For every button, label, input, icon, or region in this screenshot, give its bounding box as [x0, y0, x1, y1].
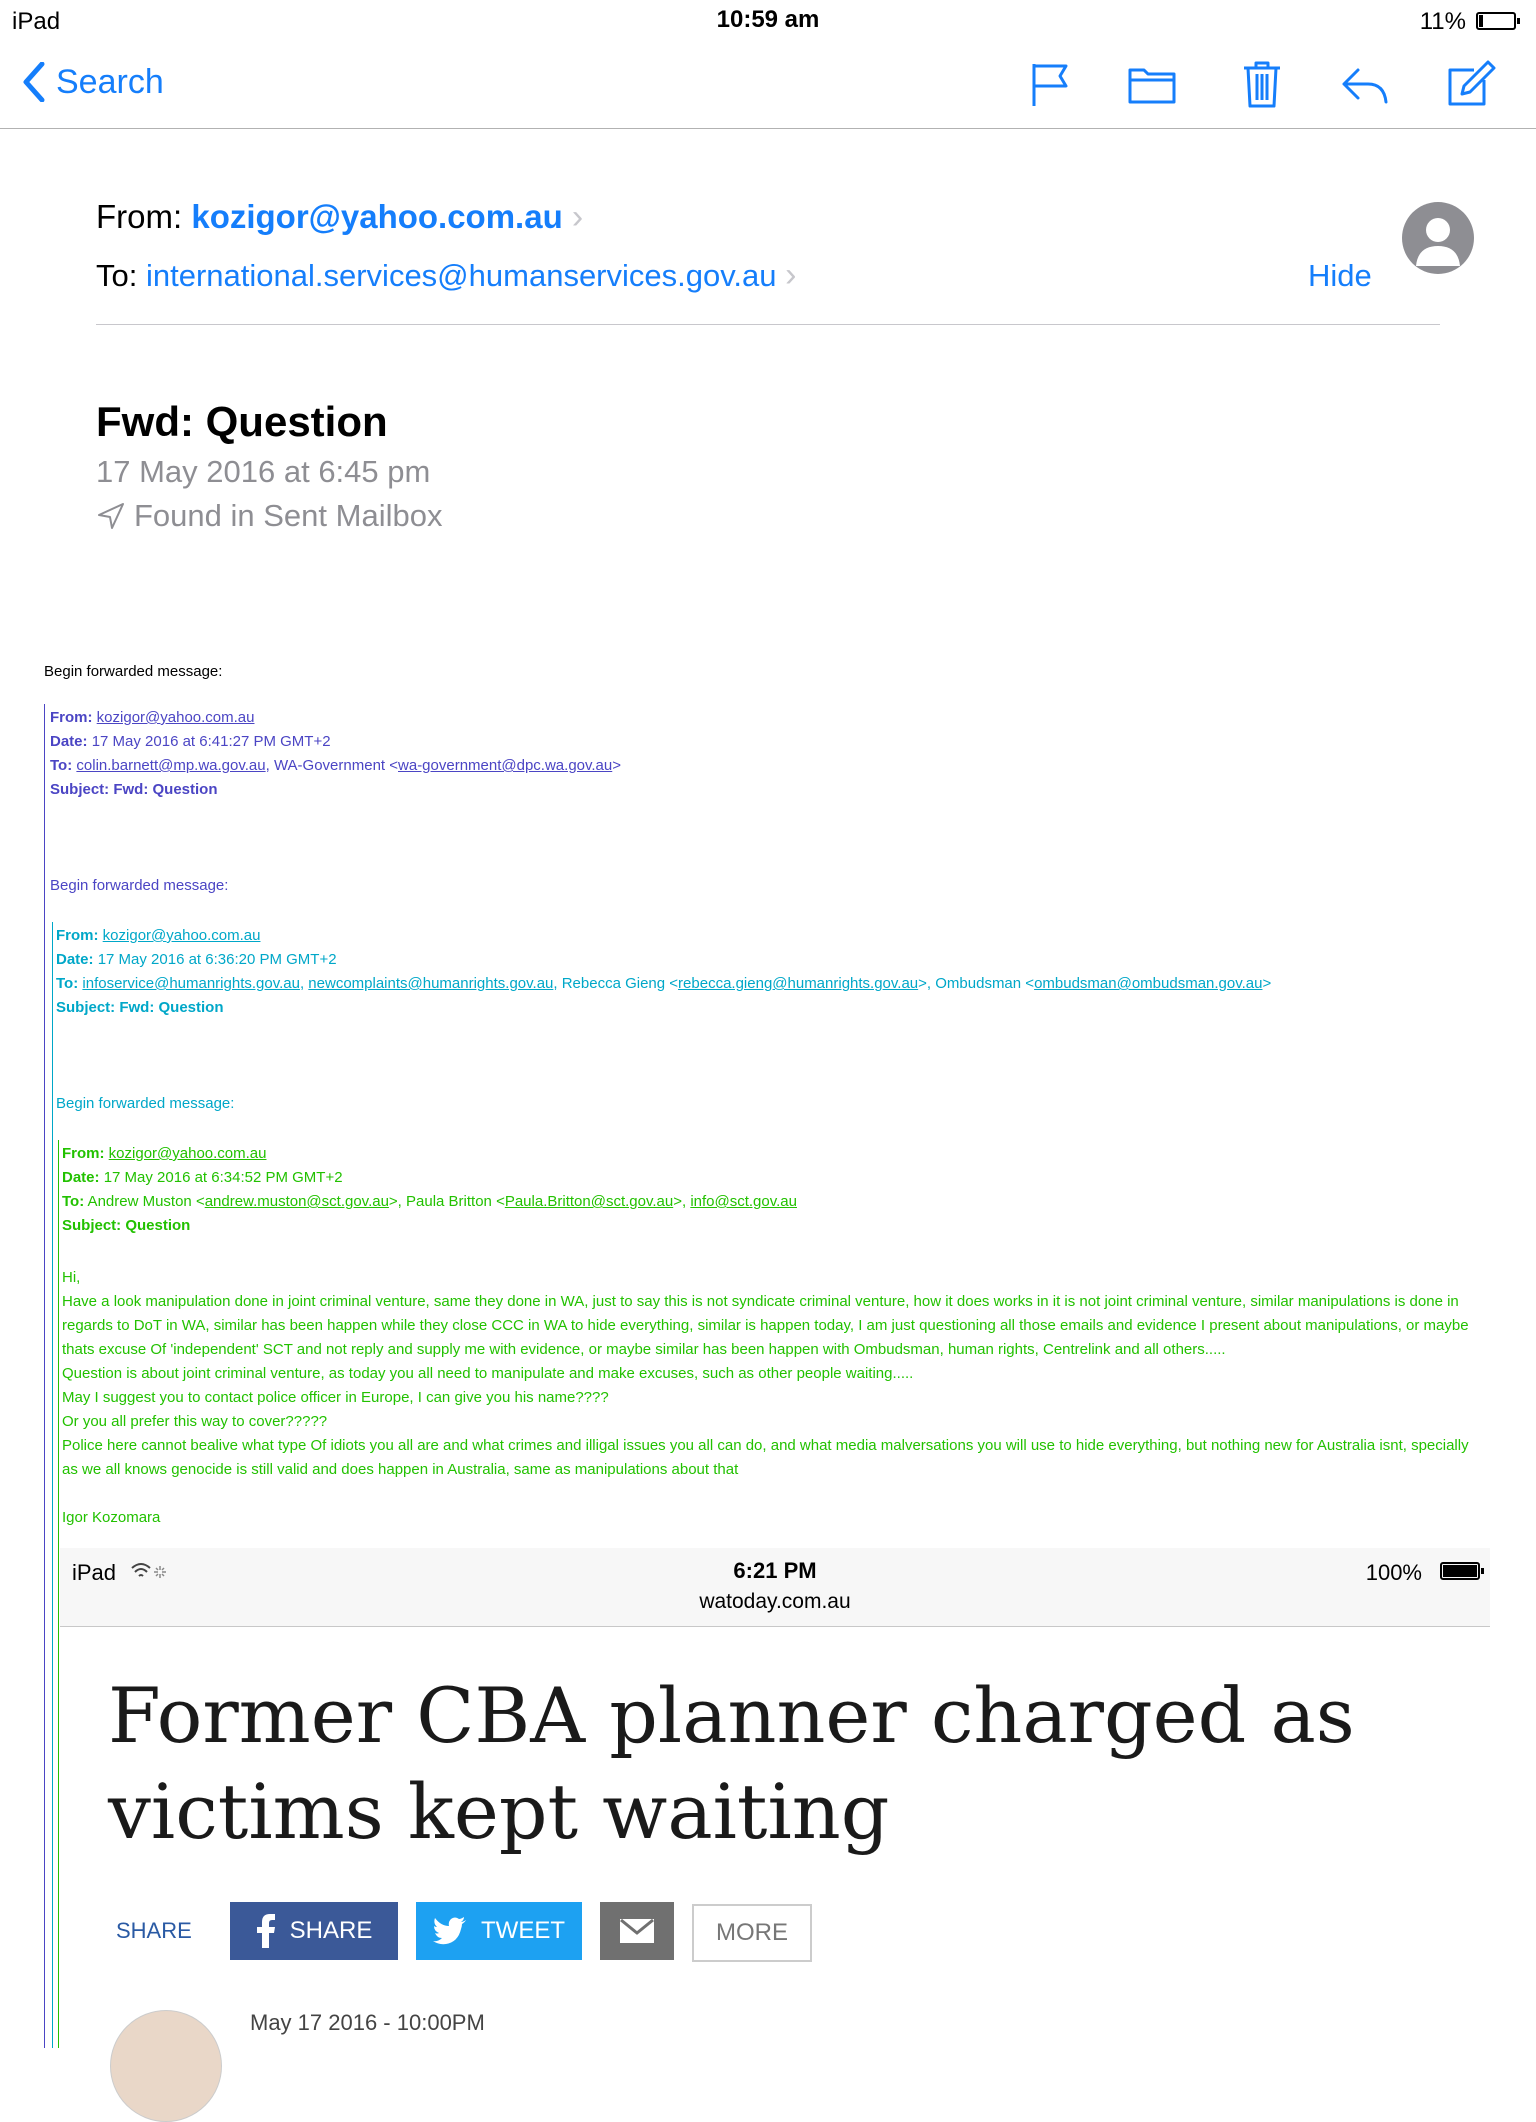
forward-level1	[50, 706, 621, 802]
author-avatar	[110, 2010, 222, 2122]
to-sep: >,	[673, 1193, 691, 1210]
facebook-share-button[interactable]	[230, 1902, 398, 1960]
body-line: May I suggest you to contact police officer in Europe, I can give you his name????	[62, 1389, 609, 1406]
paper-plane-icon	[96, 501, 126, 531]
from-link[interactable]: kozigor@yahoo.com.au	[102, 927, 261, 944]
avatar[interactable]	[1402, 202, 1474, 274]
from-label: From:	[56, 927, 99, 944]
battery-icon	[1476, 12, 1516, 30]
body-spacer	[62, 1482, 1482, 1506]
to-label: To:	[62, 1193, 85, 1210]
to-link[interactable]: info@sct.gov.au	[690, 1193, 797, 1210]
subject-line: Subject: Question	[62, 1217, 191, 1234]
header-separator	[96, 324, 1440, 325]
share-label: SHARE	[116, 1918, 192, 1943]
to-sep: ,	[299, 975, 309, 992]
article-date: May 17 2016 - 10:00PM	[250, 2010, 485, 2035]
more-share-label: MORE	[716, 1919, 788, 1946]
envelope-icon	[620, 1919, 654, 1943]
article-title: Former CBA planner charged as victims kept waiting	[108, 1671, 1355, 1856]
to-address[interactable]: international.services@humanservices.gov.au	[145, 258, 777, 293]
to-name: , WA-Government <	[265, 757, 399, 774]
to-link[interactable]: rebecca.gieng@humanrights.gov.au	[678, 975, 919, 992]
date-label: Date:	[56, 951, 94, 968]
to-name: >, Paula Britton <	[388, 1193, 505, 1210]
signature: Igor Kozomara	[62, 1509, 161, 1526]
mailbox-info	[96, 498, 442, 534]
to-link[interactable]: wa-government@dpc.wa.gov.au	[398, 757, 613, 774]
battery-percent: 11%	[1419, 8, 1466, 35]
to-link[interactable]: infoservice@humanrights.gov.au	[82, 975, 300, 992]
back-button[interactable]	[22, 62, 164, 102]
reply-icon[interactable]	[1338, 58, 1390, 110]
nav-bar	[0, 40, 1536, 129]
body-line: Hi,	[62, 1269, 81, 1286]
subject-line: Subject: Fwd: Question	[50, 781, 218, 798]
twitter-tweet-label: TWEET	[481, 1917, 565, 1944]
embedded-battery-icon	[1440, 1562, 1480, 1580]
trash-icon[interactable]	[1236, 58, 1288, 110]
embedded-battery-percent: 100%	[1365, 1560, 1422, 1585]
email-subject: Fwd: Question	[96, 398, 388, 445]
forward-intro-level1: Begin forwarded message:	[50, 877, 229, 894]
body-line: Or you all prefer this way to cover?????	[62, 1413, 328, 1430]
embedded-screenshot-status	[60, 1548, 1490, 1627]
twitter-icon	[433, 1917, 467, 1945]
date-value: 17 May 2016 at 6:36:20 PM GMT+2	[97, 951, 337, 968]
embedded-device: iPad	[72, 1560, 117, 1585]
to-name: , Rebecca Gieng <	[553, 975, 679, 992]
date-label: Date:	[50, 733, 88, 750]
body-paragraph: Police here cannot bealive what type Of idiots you all are and what crimes and illigal issues you all can do, and what media malversations you will use to hide everything, but nothing new for Australia isnt, specially as we all knows genocide is still valid and does happen in Australia, same as manipulations about that	[62, 1437, 1469, 1478]
quote-bar-level3	[58, 1140, 59, 2048]
from-link[interactable]: kozigor@yahoo.com.au	[96, 709, 255, 726]
twitter-tweet-button[interactable]	[416, 1902, 582, 1960]
device-name: iPad	[12, 8, 61, 35]
from-row	[96, 198, 583, 237]
person-icon	[1402, 202, 1474, 274]
to-name: Andrew Muston <	[84, 1193, 205, 1210]
from-label: From:	[96, 198, 183, 235]
status-time: 10:59 am	[716, 6, 820, 33]
to-label: To:	[50, 757, 73, 774]
to-link[interactable]: andrew.muston@sct.gov.au	[204, 1193, 389, 1210]
mailbox-text: Found in Sent Mailbox	[134, 498, 443, 533]
message-body	[62, 1266, 1482, 1530]
to-link[interactable]: ombudsman@ombudsman.gov.au	[1034, 975, 1263, 992]
body-line: Question is about joint criminal venture, as today you all need to manipulate and make excuses, such as other people waiting.....	[62, 1365, 914, 1382]
hide-button[interactable]: Hide	[1308, 258, 1372, 293]
to-row	[96, 256, 796, 295]
embedded-time: 6:21 PM	[733, 1558, 817, 1583]
embedded-url: watoday.com.au	[699, 1590, 851, 1613]
back-button-label: Search	[56, 62, 164, 101]
to-end: >	[612, 757, 622, 774]
chevron-right-icon: ›	[571, 198, 584, 236]
to-end: >	[1262, 975, 1272, 992]
forward-level2	[56, 924, 1271, 1020]
to-name: >, Ombudsman <	[918, 975, 1035, 992]
flag-icon[interactable]	[1024, 58, 1076, 110]
from-label: From:	[50, 709, 93, 726]
forward-intro: Begin forwarded message:	[44, 663, 223, 680]
chevron-right-icon: ›	[785, 256, 797, 294]
to-link[interactable]: newcomplaints@humanrights.gov.au	[308, 975, 554, 992]
email-share-button[interactable]	[600, 1902, 674, 1960]
to-label: To:	[56, 975, 79, 992]
date-value: 17 May 2016 at 6:41:27 PM GMT+2	[91, 733, 331, 750]
from-link[interactable]: kozigor@yahoo.com.au	[108, 1145, 267, 1162]
quote-bar-level2	[52, 922, 53, 2048]
folder-icon[interactable]	[1126, 58, 1178, 110]
to-link[interactable]: Paula.Britton@sct.gov.au	[504, 1193, 674, 1210]
date-label: Date:	[62, 1169, 100, 1186]
status-bar	[0, 0, 1536, 40]
body-paragraph: Have a look manipulation done in joint criminal venture, same they done in WA, just to say this is not syndicate criminal venture, how it does works in it is not joint criminal venture, similar manipulations is done in regards to DoT in WA, similar has been happen while they close CCC in WA to hide everything, similar is happen today, I am just questioning all those emails and evidence I present about manipulations, or maybe thats excuse Of 'independent' SCT and not reply and supply me with evidence, or maybe similar has been happen with Ombudsman, human rights, Centrelink and all others.....	[62, 1293, 1469, 1358]
from-address[interactable]: kozigor@yahoo.com.au	[191, 198, 563, 235]
facebook-icon	[256, 1914, 276, 1948]
email-date: 17 May 2016 at 6:45 pm	[96, 454, 431, 489]
subject-line: Subject: Fwd: Question	[56, 999, 224, 1016]
compose-icon[interactable]	[1444, 58, 1496, 110]
from-label: From:	[62, 1145, 105, 1162]
more-share-button[interactable]	[692, 1904, 812, 1962]
facebook-share-label: SHARE	[289, 1917, 373, 1944]
quote-bar-level1	[44, 704, 45, 2048]
to-link[interactable]: colin.barnett@mp.wa.gov.au	[76, 757, 266, 774]
forward-level3	[62, 1142, 797, 1238]
to-label: To:	[96, 258, 138, 293]
forward-intro-level2: Begin forwarded message:	[56, 1095, 235, 1112]
chevron-left-icon	[22, 62, 46, 102]
date-value: 17 May 2016 at 6:34:52 PM GMT+2	[103, 1169, 343, 1186]
